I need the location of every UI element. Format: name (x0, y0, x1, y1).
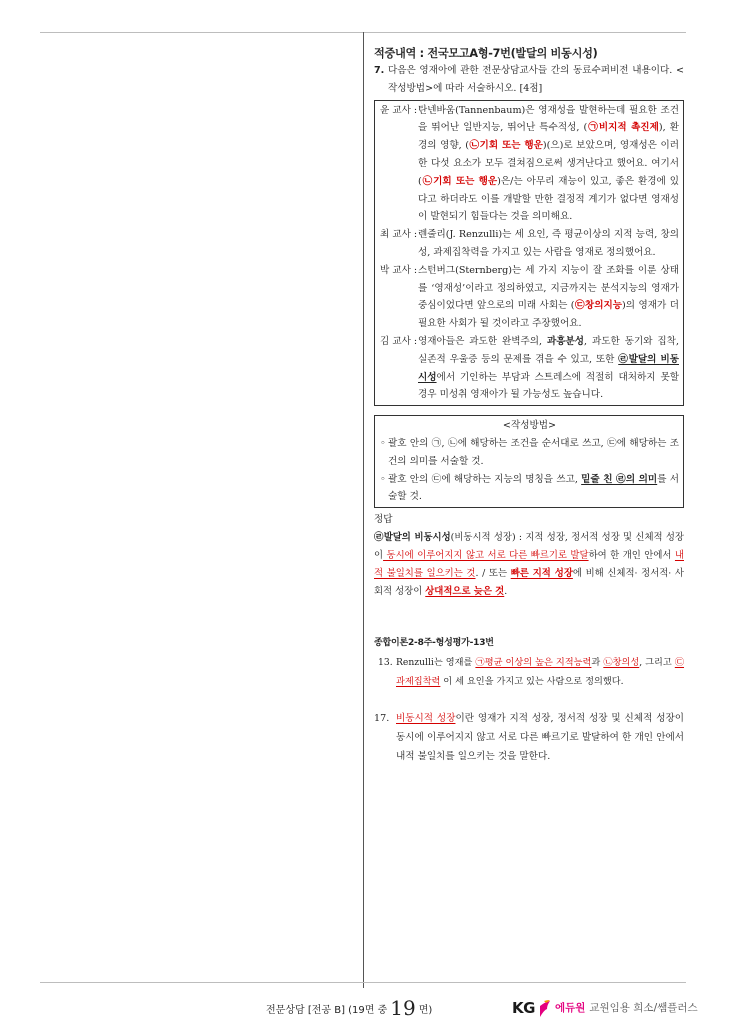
speaker-text: 영재아들은 과도한 완벽주의, 과흥분성, 과도한 동기와 집착, 실존적 우울증 등의 문제를 겪을 수 있고, 또한 ㉣발달의 비동시성에서 기인하는 부담과 스트레스에 적절히 대처하지 못할 경우 미성취 영재아가 될 가능성도 높습니다. (418, 335, 679, 401)
dialogue-kim (380, 333, 679, 404)
dialogue-yoon (380, 102, 679, 227)
method-emphasis: 밑줄 친 ㉣의 의미 (581, 473, 658, 485)
question-text: 다음은 영재아에 관한 전문상담교사들 간의 동료수퍼비전 내용이다. <작성방법>에 따라 서술하시오. [4점] (388, 65, 684, 94)
item-17: 17. 비동시적 성장이란 영재가 지적 성장, 정서적 성장 및 신체적 성장이 동시에 이루어지지 않고 서로 다른 빠르기로 발달하여 한 개인 안에서 내적 불일치를 일으키는 것을 말한다. (374, 709, 684, 766)
blank-a: ㉠비지적 촉진제 (587, 122, 659, 134)
column-divider (363, 32, 364, 988)
bold-term: 과흥분성 (546, 335, 585, 347)
section-2 (374, 635, 684, 766)
footer-suffix: 면) (418, 1005, 433, 1016)
footer-prefix: 전문상담 [전공 B] (19면 중 (266, 1005, 388, 1016)
item-number: 13. (378, 656, 393, 668)
speaker-label: 윤 교사 : (380, 104, 418, 116)
speaker-text: 렌줄리(J. Renzulli)는 세 요인, 즉 평균이상의 지적 능력, 창의성, 과제집착력을 가지고 있는 사람을 영재로 정의했어요. (418, 229, 679, 258)
page-footer (266, 995, 432, 1024)
logo-mark-part (540, 1001, 550, 1017)
dialogue-choi (380, 226, 679, 262)
blank-c: ㉢창의지능 (574, 300, 623, 312)
logo-kg: KG (512, 999, 535, 1018)
speaker-text: 탄넨바움(Tannenbaum)은 영재성을 발현하는데 필요한 조건을 뛰어난 일반지능, 뛰어난 특수적성, (㉠비지적 촉진제), 환경의 영향, (㉡기회 또는 행운)(으)로 보았으며, 영재성은 이러한 다섯 요소가 모두 결쳐짐으로써 생겨난다고 했어요. 여기서 (㉡기회 또는 행운)은/는 아무리 재능이 있고, 좋은 환경에 있다고 하더라도 이를 개발할 만한 결정적 계기가 없다면 영재성이 발현되기 힘들다는 것을 의미해요. (418, 104, 679, 223)
dialogue-box (374, 100, 684, 407)
speaker-label: 최 교사 : (380, 229, 418, 241)
answer-text: ㉣발달의 비동시성(비동시적 성장) : 지적 성장, 정서적 성장 및 신체적 성장이 동시에 이루어지지 않고 서로 다른 빠르기로 발달하여 한 개인 안에서 내적 불일치를 일으키는 것. / 또는 빠른 지적 성장에 비해 신체적· 정서적· 사회적 성장이 상대적으로 늦은 것. (374, 531, 684, 597)
underlined-term: ㉣발달의 비동시성 (418, 353, 679, 383)
section-2-title: 종합이론2-8주-형성평가-13번 (374, 637, 494, 648)
speaker-label: 김 교사 : (380, 335, 418, 347)
answer-lead: ㉣발달의 비동시성 (374, 531, 451, 543)
logo-brand: 에듀원 (554, 1002, 586, 1015)
method-bullet-1: ◦ 괄호 안의 ㉠, ㉡에 해당하는 조건을 순서대로 쓰고, ㉢에 해당하는 조건의 의미를 서술할 것. (380, 435, 679, 471)
question-number: 7. (374, 65, 385, 76)
speaker-label: 박 교사 : (380, 264, 418, 276)
dialogue-park (380, 262, 679, 333)
page-number: 19 (390, 996, 416, 1020)
speaker-text: 스턴버그(Sternberg)는 세 가지 지능이 잘 조화를 이룬 상태를 ‘영재성’이라고 정의하였고, 지금까지는 분석지능의 영재가 중심이었다면 앞으로의 미래 사회는 (㉢창의지능)의 영재가 더 필요한 사회가 될 것이라고 주장했어요. (418, 264, 679, 330)
publisher-logo (512, 996, 698, 1022)
blank-b-repeat: ㉡기회 또는 행운 (421, 175, 498, 187)
logo-flag-icon (538, 1000, 552, 1018)
method-bullet-2: ◦ 괄호 안의 ㉢에 해당하는 지능의 명칭을 쓰고, 밑줄 친 ㉣의 의미를 서술할 것. (380, 471, 679, 507)
question-7 (374, 62, 684, 98)
logo-subtitle: 교원임용 희소/쌤플러스 (589, 1002, 698, 1015)
item-13: 13. Renzulli는 영재를 ㉠평균 이상의 높은 지적능력과 ㉡창의성, 그리고 ㉢과제집착력 이 세 요인을 가지고 있는 사람으로 정의했다. (374, 653, 684, 691)
item-number: 17. (374, 712, 390, 724)
blank-b: ㉡기회 또는 행운 (468, 140, 543, 152)
method-title: <작성방법> (502, 420, 557, 432)
hit-heading: 적중내역 : 전국모고A형-7번(발달의 비동시성) (374, 47, 598, 60)
answer-label: 정답 (374, 514, 393, 526)
footer-rule (40, 982, 686, 983)
method-box (374, 415, 684, 508)
right-column (374, 46, 684, 766)
